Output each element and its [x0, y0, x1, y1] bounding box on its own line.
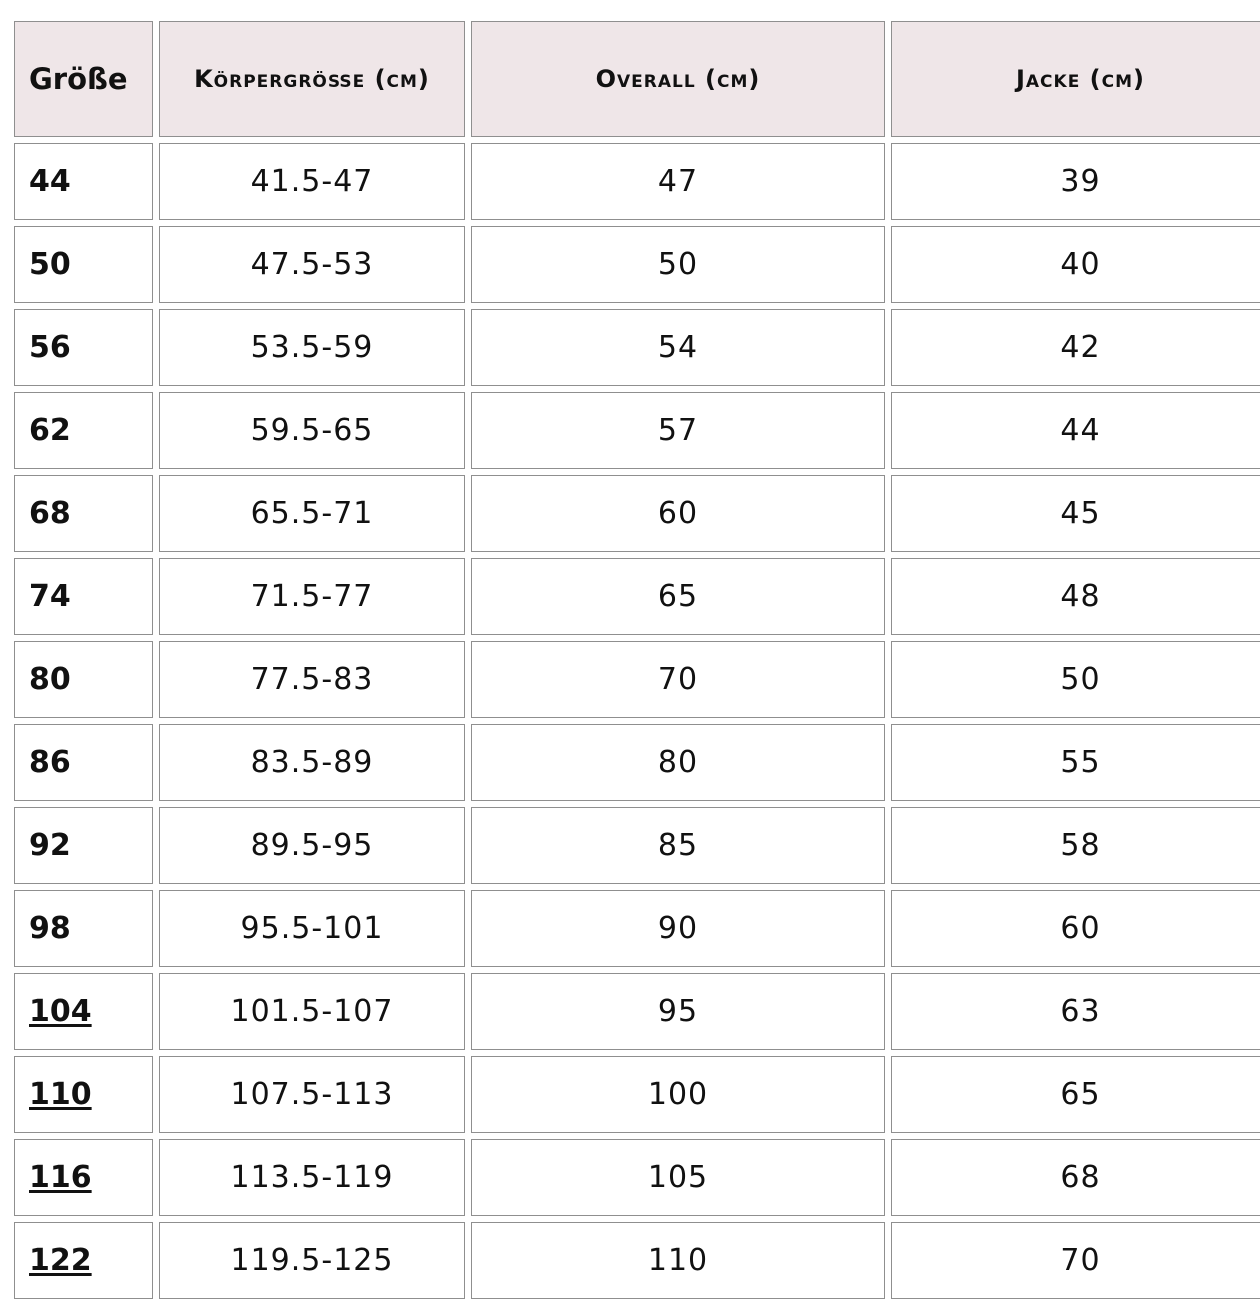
overall-cell: 50	[471, 226, 885, 303]
size-cell	[14, 1222, 153, 1299]
table-row	[14, 309, 1260, 386]
table-row	[14, 641, 1260, 718]
body-height-cell: 65.5-71	[159, 475, 465, 552]
overall-cell: 65	[471, 558, 885, 635]
size-cell: 56	[14, 309, 153, 386]
body-height-cell: 41.5-47	[159, 143, 465, 220]
body-height-cell: 101.5-107	[159, 973, 465, 1050]
table-row	[14, 558, 1260, 635]
overall-cell: 100	[471, 1056, 885, 1133]
jacket-cell: 39	[891, 143, 1260, 220]
overall-cell: 90	[471, 890, 885, 967]
body-height-cell: 119.5-125	[159, 1222, 465, 1299]
size-cell: 80	[14, 641, 153, 718]
body-height-cell: 53.5-59	[159, 309, 465, 386]
jacket-cell: 48	[891, 558, 1260, 635]
overall-cell: 110	[471, 1222, 885, 1299]
size-cell: 50	[14, 226, 153, 303]
size-link[interactable]: 104	[29, 994, 92, 1029]
table-row	[14, 392, 1260, 469]
jacket-cell: 68	[891, 1139, 1260, 1216]
body-height-cell: 77.5-83	[159, 641, 465, 718]
overall-cell: 60	[471, 475, 885, 552]
body-height-cell: 59.5-65	[159, 392, 465, 469]
table-body	[14, 143, 1260, 1299]
jacket-cell: 44	[891, 392, 1260, 469]
size-cell: 68	[14, 475, 153, 552]
table-row	[14, 226, 1260, 303]
body-height-cell: 89.5-95	[159, 807, 465, 884]
size-link[interactable]: 110	[29, 1077, 92, 1112]
size-cell	[14, 973, 153, 1050]
overall-cell: 80	[471, 724, 885, 801]
size-cell: 74	[14, 558, 153, 635]
size-cell: 92	[14, 807, 153, 884]
table-row	[14, 475, 1260, 552]
header-body-height: Körpergröße (cm)	[159, 21, 465, 137]
table-row	[14, 143, 1260, 220]
table-header	[14, 21, 1260, 137]
body-height-cell: 47.5-53	[159, 226, 465, 303]
jacket-cell: 42	[891, 309, 1260, 386]
overall-cell: 47	[471, 143, 885, 220]
size-link[interactable]: 116	[29, 1160, 92, 1195]
size-cell	[14, 1139, 153, 1216]
table-row	[14, 807, 1260, 884]
table-row	[14, 724, 1260, 801]
overall-cell: 54	[471, 309, 885, 386]
overall-cell: 70	[471, 641, 885, 718]
overall-cell: 85	[471, 807, 885, 884]
body-height-cell: 95.5-101	[159, 890, 465, 967]
table-row	[14, 973, 1260, 1050]
header-jacket: Jacke (cm)	[891, 21, 1260, 137]
body-height-cell: 107.5-113	[159, 1056, 465, 1133]
table-row	[14, 1222, 1260, 1299]
size-cell: 86	[14, 724, 153, 801]
jacket-cell: 55	[891, 724, 1260, 801]
jacket-cell: 70	[891, 1222, 1260, 1299]
jacket-cell: 60	[891, 890, 1260, 967]
body-height-cell: 113.5-119	[159, 1139, 465, 1216]
overall-cell: 57	[471, 392, 885, 469]
size-link[interactable]: 122	[29, 1243, 92, 1278]
overall-cell: 105	[471, 1139, 885, 1216]
table-row	[14, 1139, 1260, 1216]
size-cell	[14, 1056, 153, 1133]
jacket-cell: 58	[891, 807, 1260, 884]
size-cell: 44	[14, 143, 153, 220]
jacket-cell: 40	[891, 226, 1260, 303]
jacket-cell: 50	[891, 641, 1260, 718]
table-row	[14, 1056, 1260, 1133]
jacket-cell: 63	[891, 973, 1260, 1050]
body-height-cell: 83.5-89	[159, 724, 465, 801]
size-cell: 98	[14, 890, 153, 967]
overall-cell: 95	[471, 973, 885, 1050]
size-chart-table	[8, 15, 1260, 1305]
jacket-cell: 65	[891, 1056, 1260, 1133]
header-overall: Overall (cm)	[471, 21, 885, 137]
size-cell: 62	[14, 392, 153, 469]
body-height-cell: 71.5-77	[159, 558, 465, 635]
header-row	[14, 21, 1260, 137]
jacket-cell: 45	[891, 475, 1260, 552]
table-row	[14, 890, 1260, 967]
header-size: Größe	[14, 21, 153, 137]
